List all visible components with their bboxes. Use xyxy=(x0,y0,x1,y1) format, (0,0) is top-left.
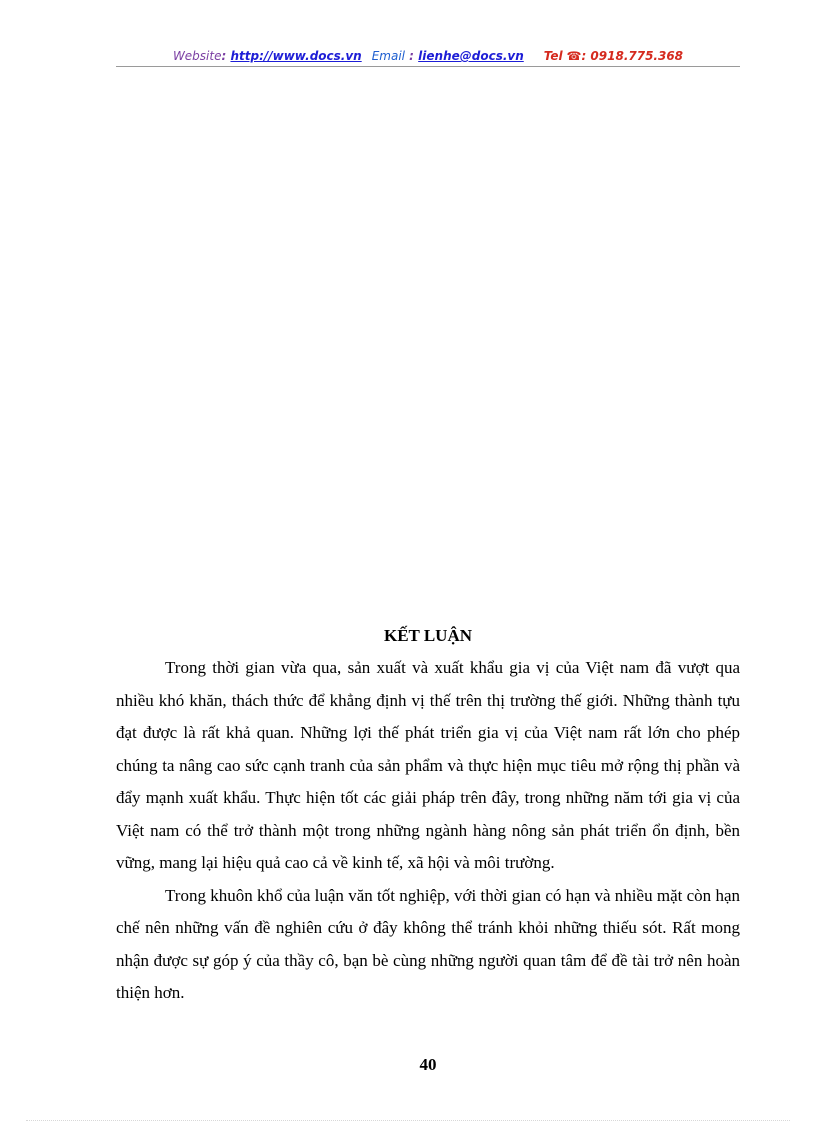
tel-number: 0918.775.368 xyxy=(590,49,684,63)
document-title: KẾT LUẬN xyxy=(383,626,472,645)
page-number: 40 xyxy=(419,1055,437,1074)
phone-icon: ☎ xyxy=(566,49,582,63)
website-link[interactable]: http://www.docs.vn xyxy=(230,49,362,63)
website-label: Website xyxy=(172,49,222,63)
paragraph: Trong thời gian vừa qua, sản xuất và xuất khẩu gia vị của Việt nam đã vượt qua nhiều khó khăn, thách thức để khẳng định vị thế trên thị trường thế giới. Những thành tựu đạt được là rất khả quan. Những lợi thế phát triển gia vị của Việt nam rất lớn cho phép chúng ta nâng cao sức cạnh tranh của sản phẩm và thực hiện mục tiêu mở rộng thị phần và đẩy mạnh xuất khẩu. Thực hiện tốt các giải pháp trên đây, trong những năm tới gia vị của Việt nam có thể trở thành một trong những ngành hàng nông sản phát triển ổn định, bền vững, mang lại hiệu quả cao cả về kinh tế, xã hội và môi trường. xyxy=(116,658,740,872)
paragraph: Trong khuôn khổ của luận văn tốt nghiệp, với thời gian có hạn và nhiều mặt còn hạn chế nên những vấn đề nghiên cứu ở đây không thể tránh khỏi những thiếu sót. Rất mong nhận được sự góp ý của thầy cô, bạn bè cùng những người quan tâm để đề tài trở nên hoàn thiện hơn. xyxy=(116,885,740,1002)
email-link[interactable]: lienhe@docs.vn xyxy=(418,49,524,63)
document-body xyxy=(116,652,740,1010)
email-label: Email xyxy=(371,49,405,63)
footer-divider xyxy=(26,1120,790,1121)
tel-label: Tel xyxy=(543,49,563,63)
page-header: Website: http://www.docs.vn Email : lienhe@docs.vn Tel ☎: 0918.775.368 xyxy=(116,46,740,67)
